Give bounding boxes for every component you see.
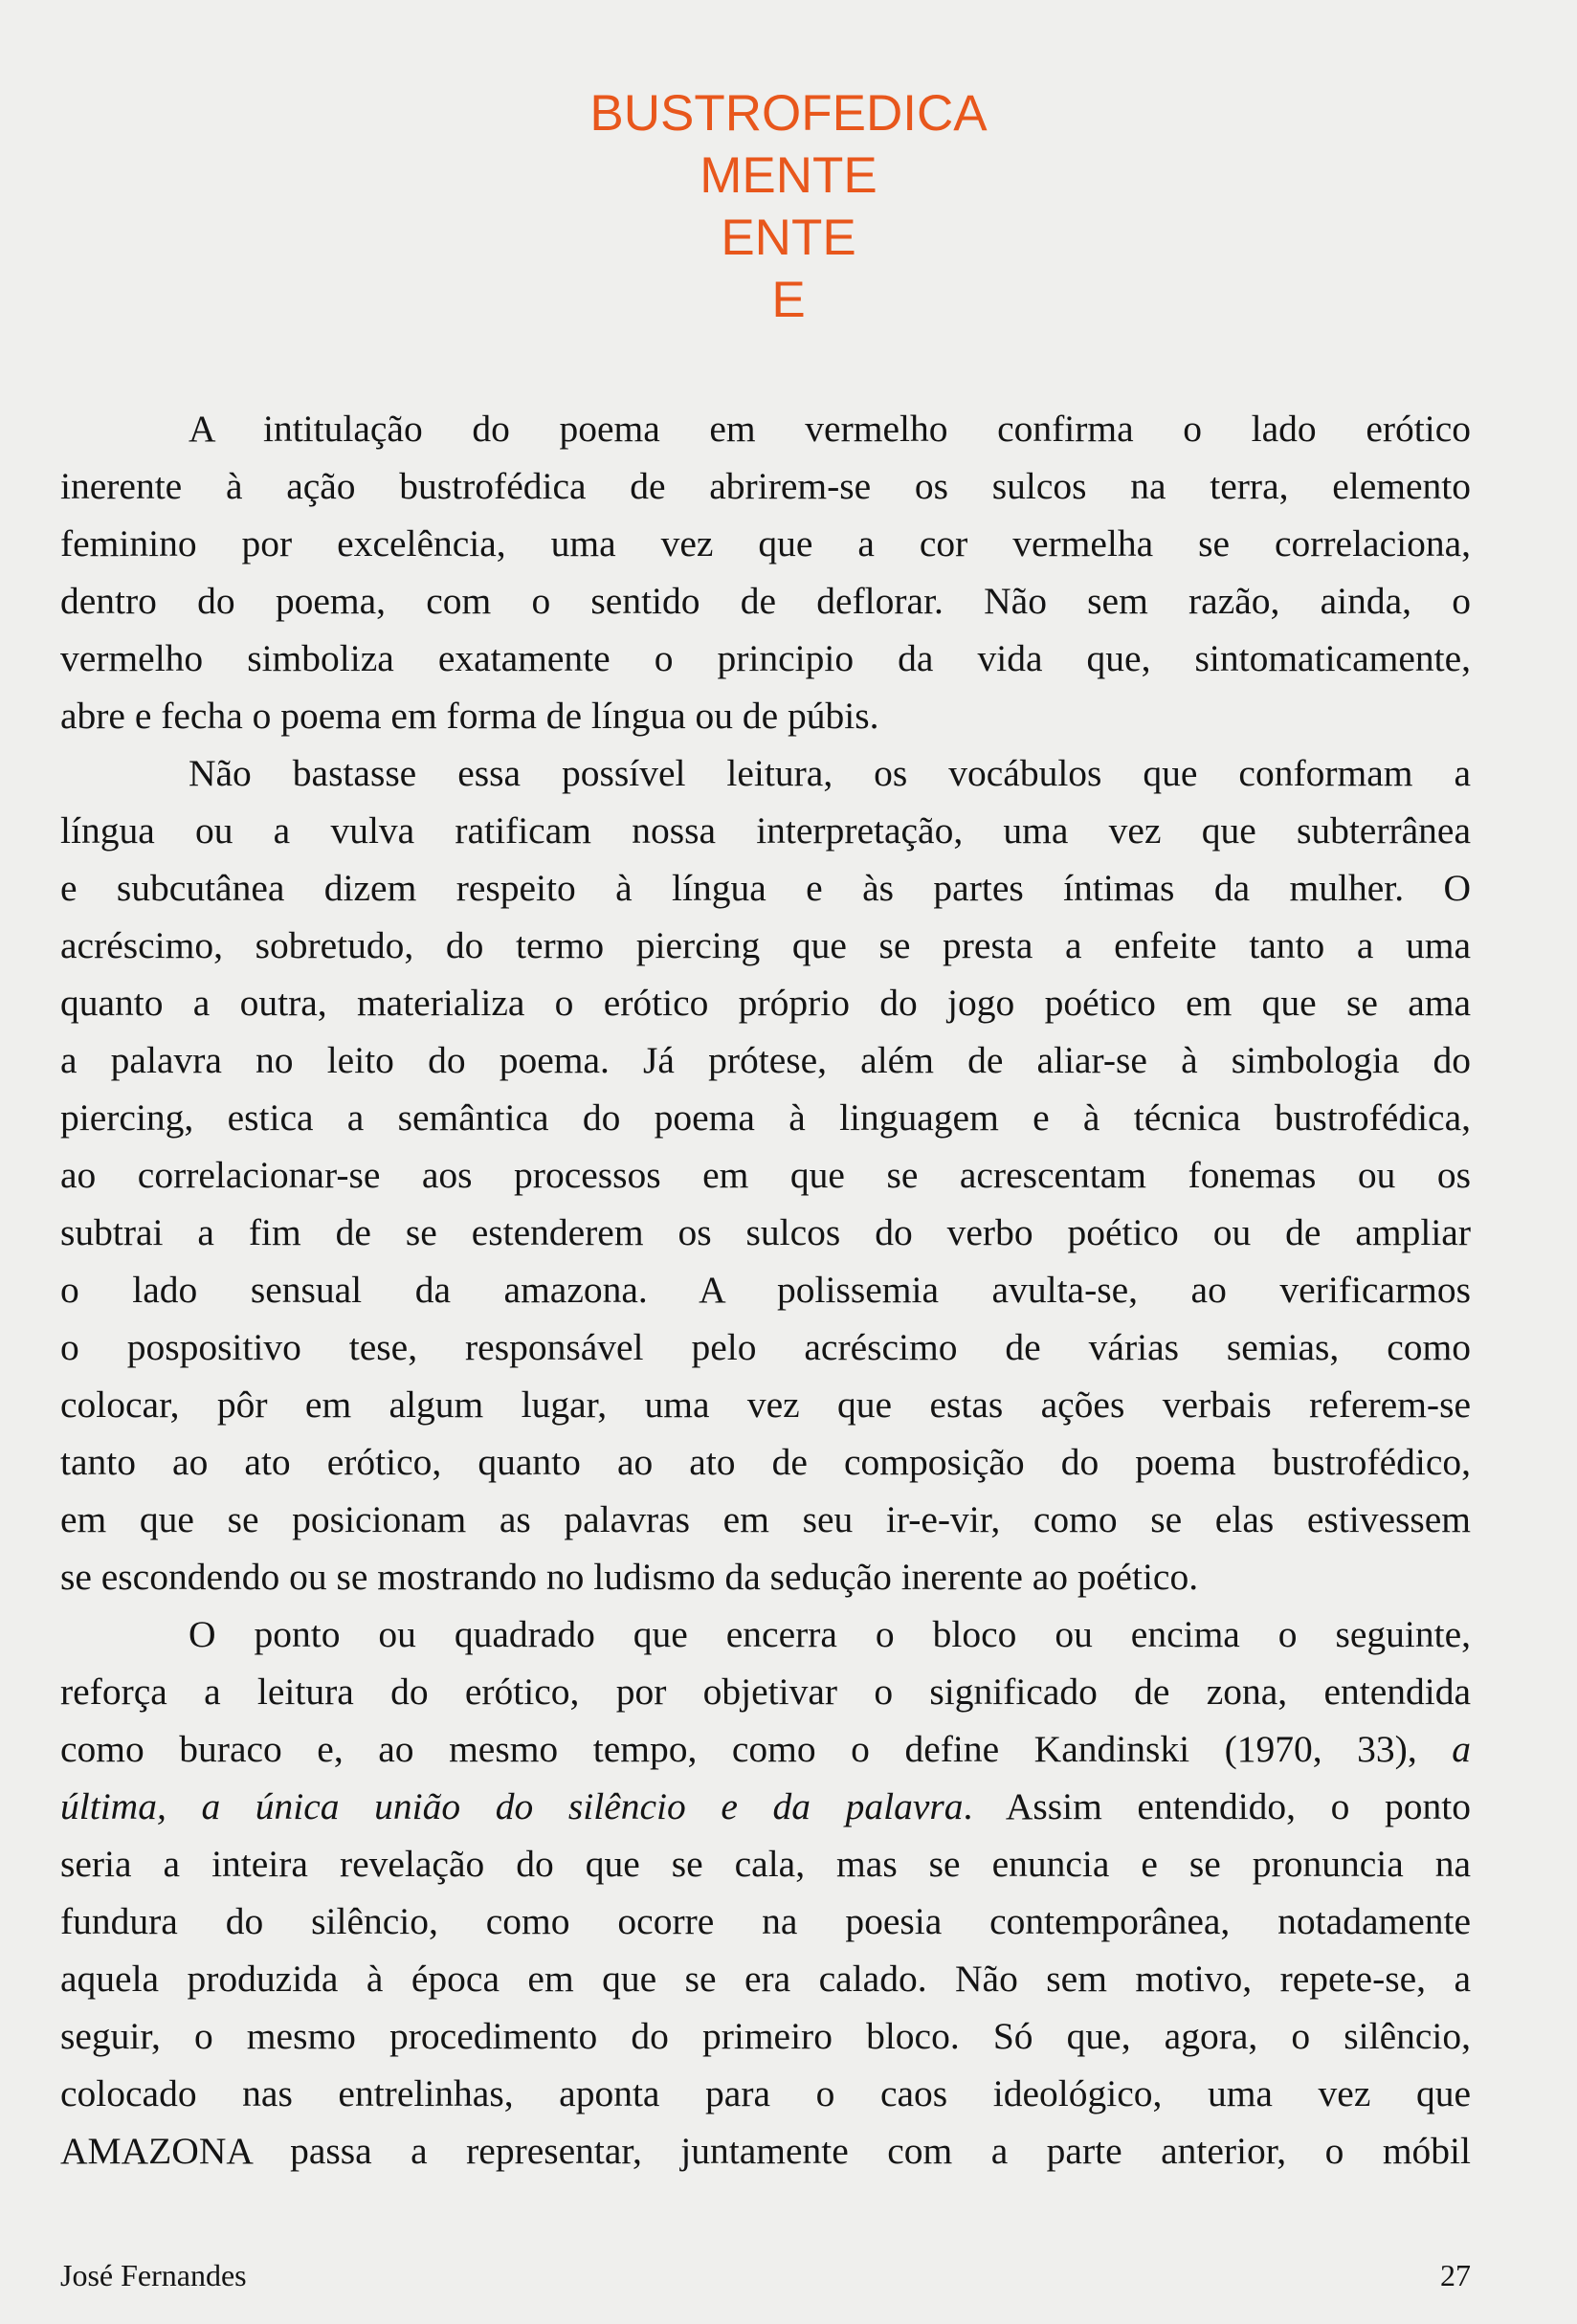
text-line: tanto ao ato erótico, quanto ao ato de composição do poema bustrofédico,: [60, 1441, 1471, 1483]
italic-quote: última, a única união do silêncio e da palavra: [60, 1785, 964, 1827]
text-line: seria a inteira revelação do que se cala, mas se enuncia e se pronuncia na: [60, 1843, 1471, 1885]
text-line: a palavra no leito do poema. Já prótese, além de aliar-se à simbologia do: [60, 1039, 1471, 1081]
title-line-4: E: [771, 272, 806, 328]
text-line: e subcutânea dizem respeito à língua e às partes íntimas da mulher. O: [60, 867, 1471, 909]
text-line: piercing, estica a semântica do poema à linguagem e à técnica bustrofédica,: [60, 1096, 1471, 1139]
text-line: fundura do silêncio, como ocorre na poesia contemporânea, notadamente: [60, 1900, 1471, 1942]
text-line: se escondendo ou se mostrando no ludismo da sedução inerente ao poético.: [60, 1556, 1199, 1598]
poem-title: [0, 82, 1577, 331]
text-line: colocado nas entrelinhas, aponta para o caos ideológico, uma vez que: [60, 2072, 1471, 2114]
italic-quote-start: a: [1452, 1728, 1471, 1770]
text-line: língua ou a vulva ratificam nossa interpretação, uma vez que subterrânea: [60, 809, 1471, 852]
text-line-with-quote: [60, 1778, 1471, 1835]
text-line: abre e fecha o poema em forma de língua ou de púbis.: [60, 695, 879, 737]
text-line: acréscimo, sobretudo, do termo piercing que se presta a enfeite tanto a uma: [60, 924, 1471, 966]
text-line: dentro do poema, com o sentido de deflorar. Não sem razão, ainda, o: [60, 580, 1471, 622]
text-line: aquela produzida à época em que se era calado. Não sem motivo, repete-se, a: [60, 1958, 1471, 2000]
text-fragment: . Assim entendido, o ponto: [963, 1785, 1471, 1827]
text-line: vermelho simboliza exatamente o principio da vida que, sintomaticamente,: [60, 637, 1471, 679]
title-line-3: ENTE: [721, 210, 856, 266]
paragraph-3: [60, 1605, 1471, 2180]
text-line: O ponto ou quadrado que encerra o bloco ou encima o seguinte,: [189, 1613, 1471, 1655]
text-line-with-citation: [60, 1720, 1471, 1778]
text-line: colocar, pôr em algum lugar, uma vez que estas ações verbais referem-se: [60, 1383, 1471, 1426]
text-line: o lado sensual da amazona. A polissemia avulta-se, ao verificarmos: [60, 1269, 1471, 1311]
footer-author: José Fernandes: [60, 2258, 247, 2292]
title-line-1: BUSTROFEDICA: [589, 85, 988, 142]
text-line: Não bastasse essa possível leitura, os vocábulos que conformam a: [189, 752, 1471, 794]
page-footer: [60, 2256, 1471, 2294]
text-line: subtrai a fim de se estenderem os sulcos do verbo poético ou de ampliar: [60, 1211, 1471, 1253]
body-text: [60, 400, 1471, 2180]
title-line-2: MENTE: [700, 147, 877, 204]
text-line: AMAZONA passa a representar, juntamente com a parte anterior, o móbil: [60, 2130, 1471, 2172]
text-line: quanto a outra, materializa o erótico próprio do jogo poético em que se ama: [60, 982, 1471, 1024]
text-fragment: como buraco e, ao mesmo tempo, como o define Kandinski (1970, 33),: [60, 1728, 1417, 1770]
text-line: o pospositivo tese, responsável pelo acréscimo de várias semias, como: [60, 1326, 1471, 1368]
text-line: A intitulação do poema em vermelho confirma o lado erótico: [189, 408, 1471, 450]
text-line: feminino por excelência, uma vez que a cor vermelha se correlaciona,: [60, 522, 1471, 564]
text-line: ao correlacionar-se aos processos em que se acrescentam fonemas ou os: [60, 1154, 1471, 1196]
text-line: seguir, o mesmo procedimento do primeiro bloco. Só que, agora, o silêncio,: [60, 2015, 1471, 2057]
paragraph-1: [60, 400, 1471, 744]
paragraph-2: [60, 744, 1471, 1605]
page-number: 27: [1440, 2258, 1471, 2292]
text-line: inerente à ação bustrofédica de abrirem-se os sulcos na terra, elemento: [60, 465, 1471, 507]
text-line: reforça a leitura do erótico, por objetivar o significado de zona, entendida: [60, 1671, 1471, 1713]
text-line: em que se posicionam as palavras em seu ir-e-vir, como se elas estivessem: [60, 1498, 1471, 1540]
